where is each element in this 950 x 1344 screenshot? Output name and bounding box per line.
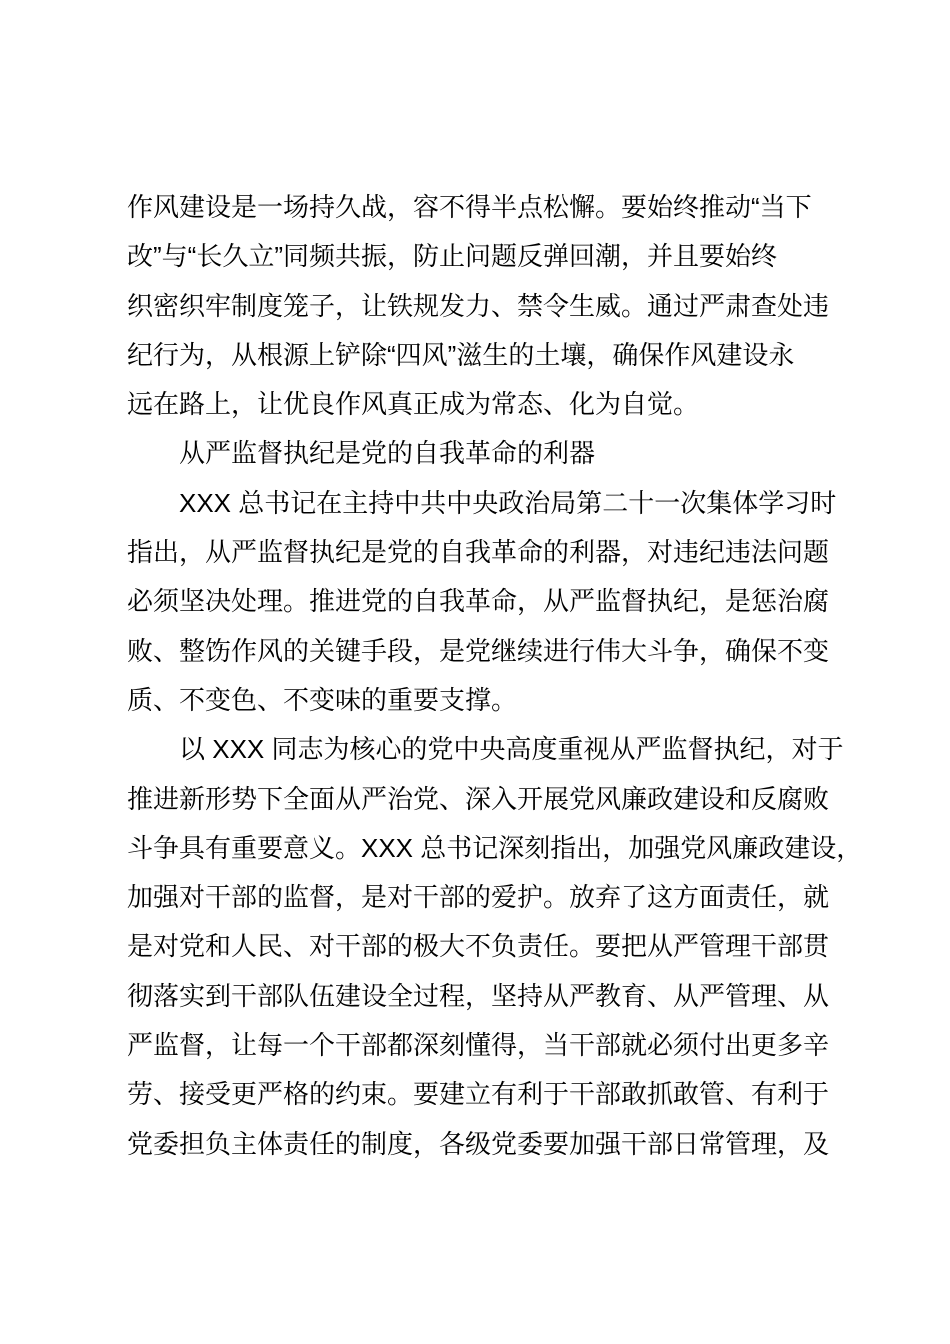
section-heading: 从严监督执纪是党的自我革命的利器 bbox=[179, 438, 596, 469]
text-line: 斗争具有重要意义。XXX 总书记深刻指出，加强党风廉政建设， bbox=[127, 832, 863, 863]
text-line: 劳、接受更严格的约束。要建立有利于干部敢抓敢管、有利于 bbox=[127, 1079, 830, 1110]
text-line: 远在路上，让优良作风真正成为常态、化为自觉。 bbox=[127, 389, 700, 420]
text-line: 以 XXX 同志为核心的党中央高度重视从严监督执纪，对于 bbox=[179, 734, 844, 765]
text-line: 严监督，让每一个干部都深刻懂得，当干部就必须付出更多辛 bbox=[127, 1030, 830, 1061]
text-line: 作风建设是一场持久战，容不得半点松懈。要始终推动“当下 bbox=[127, 192, 812, 222]
text-line: 必须坚决处理。推进党的自我革命，从严监督执纪，是惩治腐 bbox=[127, 586, 830, 617]
text-line: 彻落实到干部队伍建设全过程，坚持从严教育、从严管理、从 bbox=[127, 980, 830, 1011]
text-line: 加强对干部的监督，是对干部的爱护。放弃了这方面责任，就 bbox=[127, 882, 830, 913]
text-line: 败、整饬作风的关键手段，是党继续进行伟大斗争，确保不变 bbox=[127, 635, 830, 666]
text-line: 指出，从严监督执纪是党的自我革命的利器，对违纪违法问题 bbox=[127, 537, 830, 568]
text-line: 纪行为，从根源上铲除“四风”滋生的土壤，确保作风建设永 bbox=[127, 339, 795, 370]
text-line: XXX 总书记在主持中共中央政治局第二十一次集体学习时 bbox=[179, 487, 837, 518]
text-line: 是对党和人民、对干部的极大不负责任。要把从严管理干部贯 bbox=[127, 931, 830, 962]
text-line: 党委担负主体责任的制度，各级党委要加强干部日常管理，及 bbox=[127, 1128, 830, 1159]
text-line: 推进新形势下全面从严治党、深入开展党风廉政建设和反腐败 bbox=[127, 783, 830, 814]
text-line: 质、不变色、不变味的重要支撑。 bbox=[127, 684, 518, 715]
text-line: 改”与“长久立”同频共振，防止问题反弹回潮，并且要始终 bbox=[127, 241, 777, 272]
document-content bbox=[127, 183, 863, 1169]
text-line: 织密织牢制度笼子，让铁规发力、禁令生威。通过严肃查处违 bbox=[127, 290, 830, 321]
